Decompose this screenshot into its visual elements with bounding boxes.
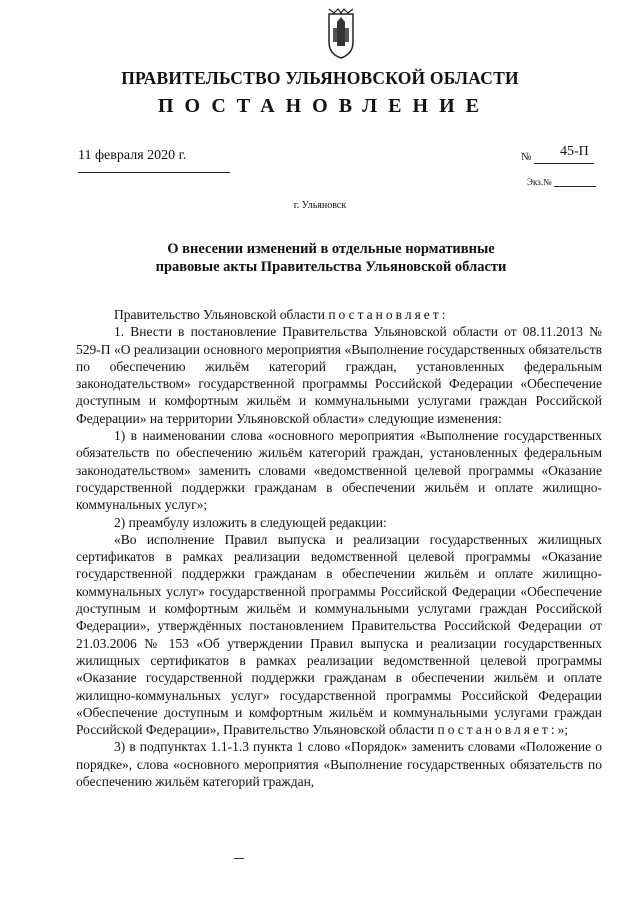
copy-number-label: Экз.№ (527, 177, 552, 187)
paragraph-4 (76, 531, 602, 739)
document-title (140, 240, 522, 276)
number-label: № (521, 151, 532, 163)
intro-text: Правительство Ульяновской области (114, 307, 329, 322)
paragraph-5: 3) в подпунктах 1.1-1.3 пункта 1 слово «Порядок» заменить словами «Положение о порядке», слова «основного мероприятия «Выполнение государственных обязательств по обеспечению жильём категорий граждан, (76, 739, 602, 790)
copy-underline (554, 186, 596, 187)
title-line-2: правовые акты Правительства Ульяновской области (155, 259, 507, 275)
document-number: 45-П (560, 144, 589, 159)
document-type: ПОСТАНОВЛЕНИЕ (158, 95, 490, 117)
paragraph-1: 1. Внести в постановление Правительства Ульяновской области от 08.11.2013 № 529-П «О реализации основного мероприятия «Выполнение государственных обязательств по обеспечению жильём категорий граждан, установленных федеральным законодательством» государственной программы Российской Федерации «Обеспечение доступным и комфортным жильём и коммунальными услугами граждан Российской Федерации» на территории Ульяновской области» следующие изменения: (76, 324, 602, 426)
page-mark (234, 858, 244, 859)
title-line-1: О внесении изменений в отдельные нормативные (167, 241, 495, 257)
organization-title: ПРАВИТЕЛЬСТВО УЛЬЯНОВСКОЙ ОБЛАСТИ (121, 68, 519, 88)
number-underline (534, 163, 594, 164)
document-date: 11 февраля 2020 г. (78, 148, 187, 163)
ulyanovsk-coat-of-arms-icon (326, 8, 356, 60)
preamble-text: «Во исполнение Правил выпуска и реализации государственных жилищных сертификатов в рамках реализации ведомственной целевой программы «Оказание государственной поддержки гражданам в обеспечении жильём и оплате жилищно-коммунальных услуг» государственной программы Российской Федерации «Обеспечение доступным и комфортным жильём и коммунальными услугами граждан Российской Федерации», утверждённых постановлением Правительства Российской Федерации от 21.03.2006 № 153 «Об утверждении Правил выпуска и реализации государственных жилищных сертификатов в рамках реализации ведомственной целевой программы «Оказание государственной поддержки гражданам в обеспечении жильём и оплате жилищно-коммунальных услуг» государственной программы Российской Федерации «Обеспечение доступным и комфортным жильём и коммунальными услугами граждан Российской Федерации», Правительство Ульяновской области (76, 531, 602, 738)
preamble-resolves: постановляет: (437, 722, 558, 738)
date-underline (78, 172, 230, 173)
city: г. Ульяновск (293, 200, 347, 211)
paragraph-2: 1) в наименовании слова «основного мероприятия «Выполнение государственных обязательств по обеспечению жильём категорий граждан, установленных федеральным законодательством» заменить словами «ведомственной целевой программы «Оказание государственной поддержки гражданам в обеспечении жильём и оплате жилищно-коммунальных услуг»; (76, 428, 602, 513)
intro-paragraph (76, 306, 602, 323)
document-body (76, 306, 602, 790)
preamble-end: »; (557, 722, 569, 738)
paragraph-3: 2) преамбулу изложить в следующей редакции: (114, 514, 387, 530)
intro-resolves: постановляет: (328, 307, 449, 322)
